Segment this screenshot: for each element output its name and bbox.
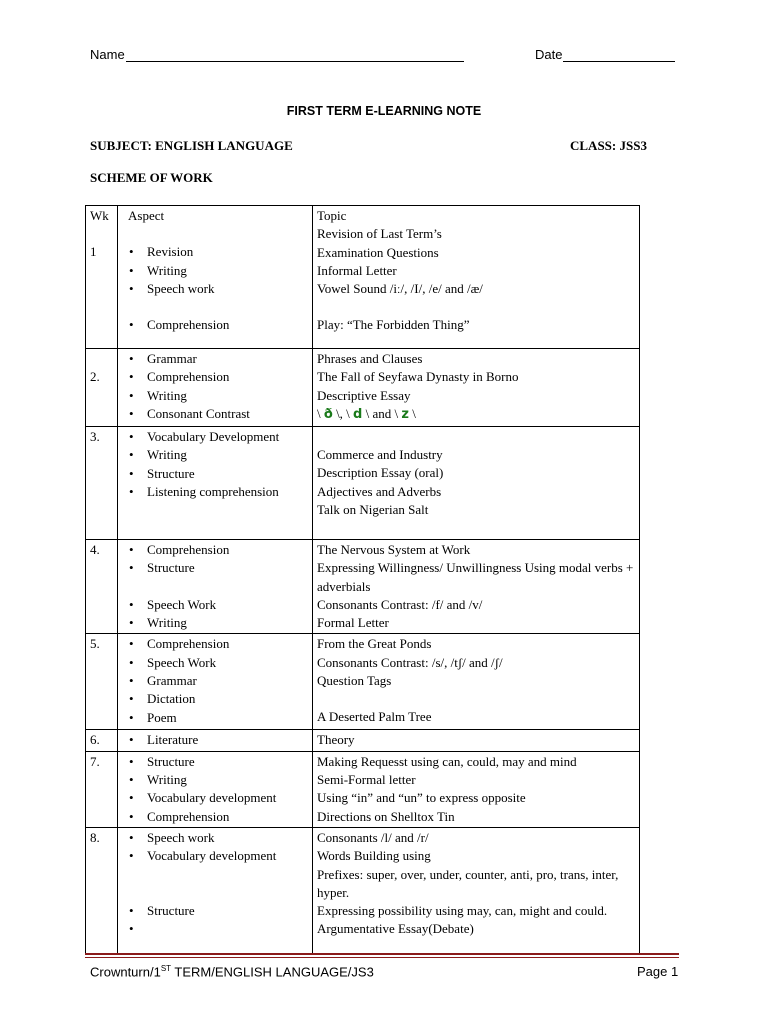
table-row bbox=[86, 540, 640, 634]
aspect-cell bbox=[118, 540, 313, 634]
list-item: • Comprehension bbox=[122, 808, 308, 826]
subject-line: SUBJECT: ENGLISH LANGUAGE bbox=[90, 138, 293, 153]
class-line: CLASS: JSS3 bbox=[570, 138, 647, 153]
topic-line: Consonants Contrast: /s/, /tʃ/ and /ʃ/ bbox=[317, 654, 503, 670]
date-blank-line bbox=[563, 48, 675, 62]
list-item: • Vocabulary development bbox=[122, 789, 308, 807]
topic-line: Examination Questions bbox=[317, 244, 439, 260]
footer-text: TERM/ENGLISH LANGUAGE/JS3 bbox=[171, 964, 374, 980]
topic-line: Talk on Nigerian Salt bbox=[317, 501, 429, 517]
list-item: • Dictation bbox=[122, 690, 308, 708]
topic-line: Prefixes: super, over, under, counter, anti, pro, trans, inter, hyper. bbox=[317, 866, 619, 900]
scheme-heading: SCHEME OF WORK bbox=[90, 170, 213, 185]
table-row bbox=[86, 634, 640, 730]
list-item: • Grammar bbox=[122, 350, 308, 368]
topic-cell bbox=[313, 751, 640, 827]
list-item: • Grammar bbox=[122, 672, 308, 690]
list-item: • Comprehension bbox=[122, 368, 308, 386]
list-item: • Comprehension bbox=[122, 316, 308, 334]
week-cell bbox=[86, 540, 118, 634]
table-row bbox=[86, 427, 640, 540]
topic-line: Consonants /l/ and /r/ bbox=[317, 829, 429, 845]
date-label: Date bbox=[535, 47, 563, 62]
phonetic-contrast-line bbox=[317, 405, 635, 424]
list-item: • Writing bbox=[122, 771, 308, 789]
list-item: • Speech Work bbox=[122, 654, 308, 672]
list-item: • Poem bbox=[122, 709, 308, 727]
topic-line: Question Tags bbox=[317, 673, 392, 689]
week-cell bbox=[86, 349, 118, 427]
name-blank-line bbox=[126, 48, 464, 62]
sound-sep: \ bbox=[317, 405, 324, 421]
topic-line: Formal Letter bbox=[317, 615, 389, 631]
list-item: • Writing bbox=[122, 387, 308, 405]
week-number: 6. bbox=[90, 732, 100, 748]
name-label: Name bbox=[90, 47, 125, 62]
topic-cell bbox=[313, 349, 640, 427]
topic-cell bbox=[313, 206, 640, 349]
phonetic-symbol: d bbox=[353, 406, 363, 422]
list-item: • Structure bbox=[122, 465, 308, 483]
list-item: • Revision bbox=[122, 243, 308, 261]
topic-line: Argumentative Essay(Debate) bbox=[317, 921, 474, 937]
aspect-cell bbox=[118, 730, 313, 751]
week-number: 4. bbox=[90, 542, 100, 557]
list-item: • Speech Work bbox=[122, 596, 308, 614]
list-item: • Consonant Contrast bbox=[122, 405, 308, 423]
topic-line: Phrases and Clauses bbox=[317, 351, 423, 366]
list-item: • Speech work bbox=[122, 829, 308, 847]
topic-cell bbox=[313, 427, 640, 540]
page-title: FIRST TERM E-LEARNING NOTE bbox=[286, 104, 482, 118]
topic-line: Play: “The Forbidden Thing” bbox=[317, 317, 470, 333]
list-item: • Vocabulary development bbox=[122, 847, 308, 865]
list-item: • Comprehension bbox=[122, 541, 308, 559]
topic-line: The Fall of Seyfawa Dynasty in Borno bbox=[317, 369, 519, 385]
topic-line: Making Requesst using can, could, may and mind bbox=[317, 753, 577, 769]
list-item: • Speech work bbox=[122, 280, 308, 298]
week-cell bbox=[86, 634, 118, 730]
col-header-topic: Topic bbox=[317, 208, 347, 223]
date-field bbox=[535, 47, 675, 62]
week-cell bbox=[86, 751, 118, 827]
topic-line: A Deserted Palm Tree bbox=[317, 709, 432, 725]
topic-line: Directions on Shelltox Tin bbox=[317, 808, 455, 824]
phonetic-symbol: ð bbox=[323, 406, 333, 422]
list-item: • Structure bbox=[122, 559, 308, 577]
list-item: • Structure bbox=[122, 753, 308, 771]
week-number: 5. bbox=[90, 636, 100, 652]
topic-line: Descriptive Essay bbox=[317, 387, 411, 403]
aspect-cell bbox=[118, 751, 313, 827]
topic-line: Description Essay (oral) bbox=[317, 465, 444, 481]
table-row bbox=[86, 730, 640, 751]
sound-sep: \ and \ bbox=[362, 405, 402, 421]
aspect-cell bbox=[118, 827, 313, 953]
topic-cell bbox=[313, 634, 640, 730]
aspect-cell bbox=[118, 349, 313, 427]
aspect-cell bbox=[118, 427, 313, 540]
week-cell bbox=[86, 730, 118, 751]
list-item: • Writing bbox=[122, 262, 308, 280]
list-item: • Literature bbox=[122, 731, 308, 749]
list-item: • Writing bbox=[122, 446, 308, 464]
phonetic-symbol: z bbox=[401, 406, 409, 422]
list-item: • Listening comprehension bbox=[122, 483, 308, 501]
week-number: 8. bbox=[90, 829, 100, 845]
footer-course-label bbox=[90, 964, 374, 979]
sound-sep: \ bbox=[408, 405, 416, 421]
topic-cell bbox=[313, 827, 640, 953]
table-row bbox=[86, 751, 640, 827]
topic-line: Expressing Willingness/ Unwillingness Using modal verbs + adverbials bbox=[317, 560, 634, 594]
topic-line: Expressing possibility using may, can, might and could. bbox=[317, 903, 608, 919]
aspect-cell bbox=[118, 206, 313, 349]
footer-rule-thin bbox=[85, 957, 679, 958]
list-item: • Writing bbox=[122, 614, 308, 632]
topic-line: Informal Letter bbox=[317, 262, 397, 278]
topic-cell bbox=[313, 540, 640, 634]
topic-line: Commerce and Industry bbox=[317, 447, 443, 462]
topic-line: Vowel Sound /iː/, /I/, /e/ and /æ/ bbox=[317, 281, 483, 297]
topic-line: Theory bbox=[317, 732, 355, 748]
week-cell bbox=[86, 827, 118, 953]
week-number: 7. bbox=[90, 753, 100, 769]
aspect-cell bbox=[118, 634, 313, 730]
list-item: • Vocabulary Development bbox=[122, 428, 308, 446]
topic-line: Revision of Last Term’s bbox=[317, 226, 442, 242]
topic-line: Words Building using bbox=[317, 848, 431, 864]
table-row bbox=[86, 206, 640, 349]
week-number: 2. bbox=[90, 369, 100, 384]
topic-line: The Nervous System at Work bbox=[317, 542, 471, 557]
table-row bbox=[86, 827, 640, 953]
week-number: 1 bbox=[90, 244, 97, 260]
page-number: Page 1 bbox=[637, 964, 679, 979]
list-item: • Comprehension bbox=[122, 635, 308, 653]
list-item: • Structure bbox=[122, 902, 308, 920]
topic-line: Consonants Contrast: /f/ and /v/ bbox=[317, 596, 483, 612]
week-cell bbox=[86, 206, 118, 349]
topic-line: Semi-Formal letter bbox=[317, 772, 416, 788]
col-header-aspect: Aspect bbox=[128, 208, 165, 223]
table-row bbox=[86, 349, 640, 427]
topic-line: Using “in” and “un” to express opposite bbox=[317, 790, 526, 806]
scheme-of-work-table bbox=[85, 205, 640, 954]
footer-rule bbox=[85, 953, 679, 955]
footer-text: Crownturn/1 bbox=[90, 964, 161, 980]
name-field bbox=[90, 47, 464, 62]
footer-sup: ST bbox=[160, 964, 172, 973]
week-number: 3. bbox=[90, 429, 100, 444]
topic-line: Adjectives and Adverbs bbox=[317, 483, 442, 499]
sound-sep: \, \ bbox=[332, 405, 354, 421]
week-cell bbox=[86, 427, 118, 540]
topic-cell bbox=[313, 730, 640, 751]
topic-line: From the Great Ponds bbox=[317, 636, 432, 652]
col-header-wk: Wk bbox=[90, 208, 109, 223]
